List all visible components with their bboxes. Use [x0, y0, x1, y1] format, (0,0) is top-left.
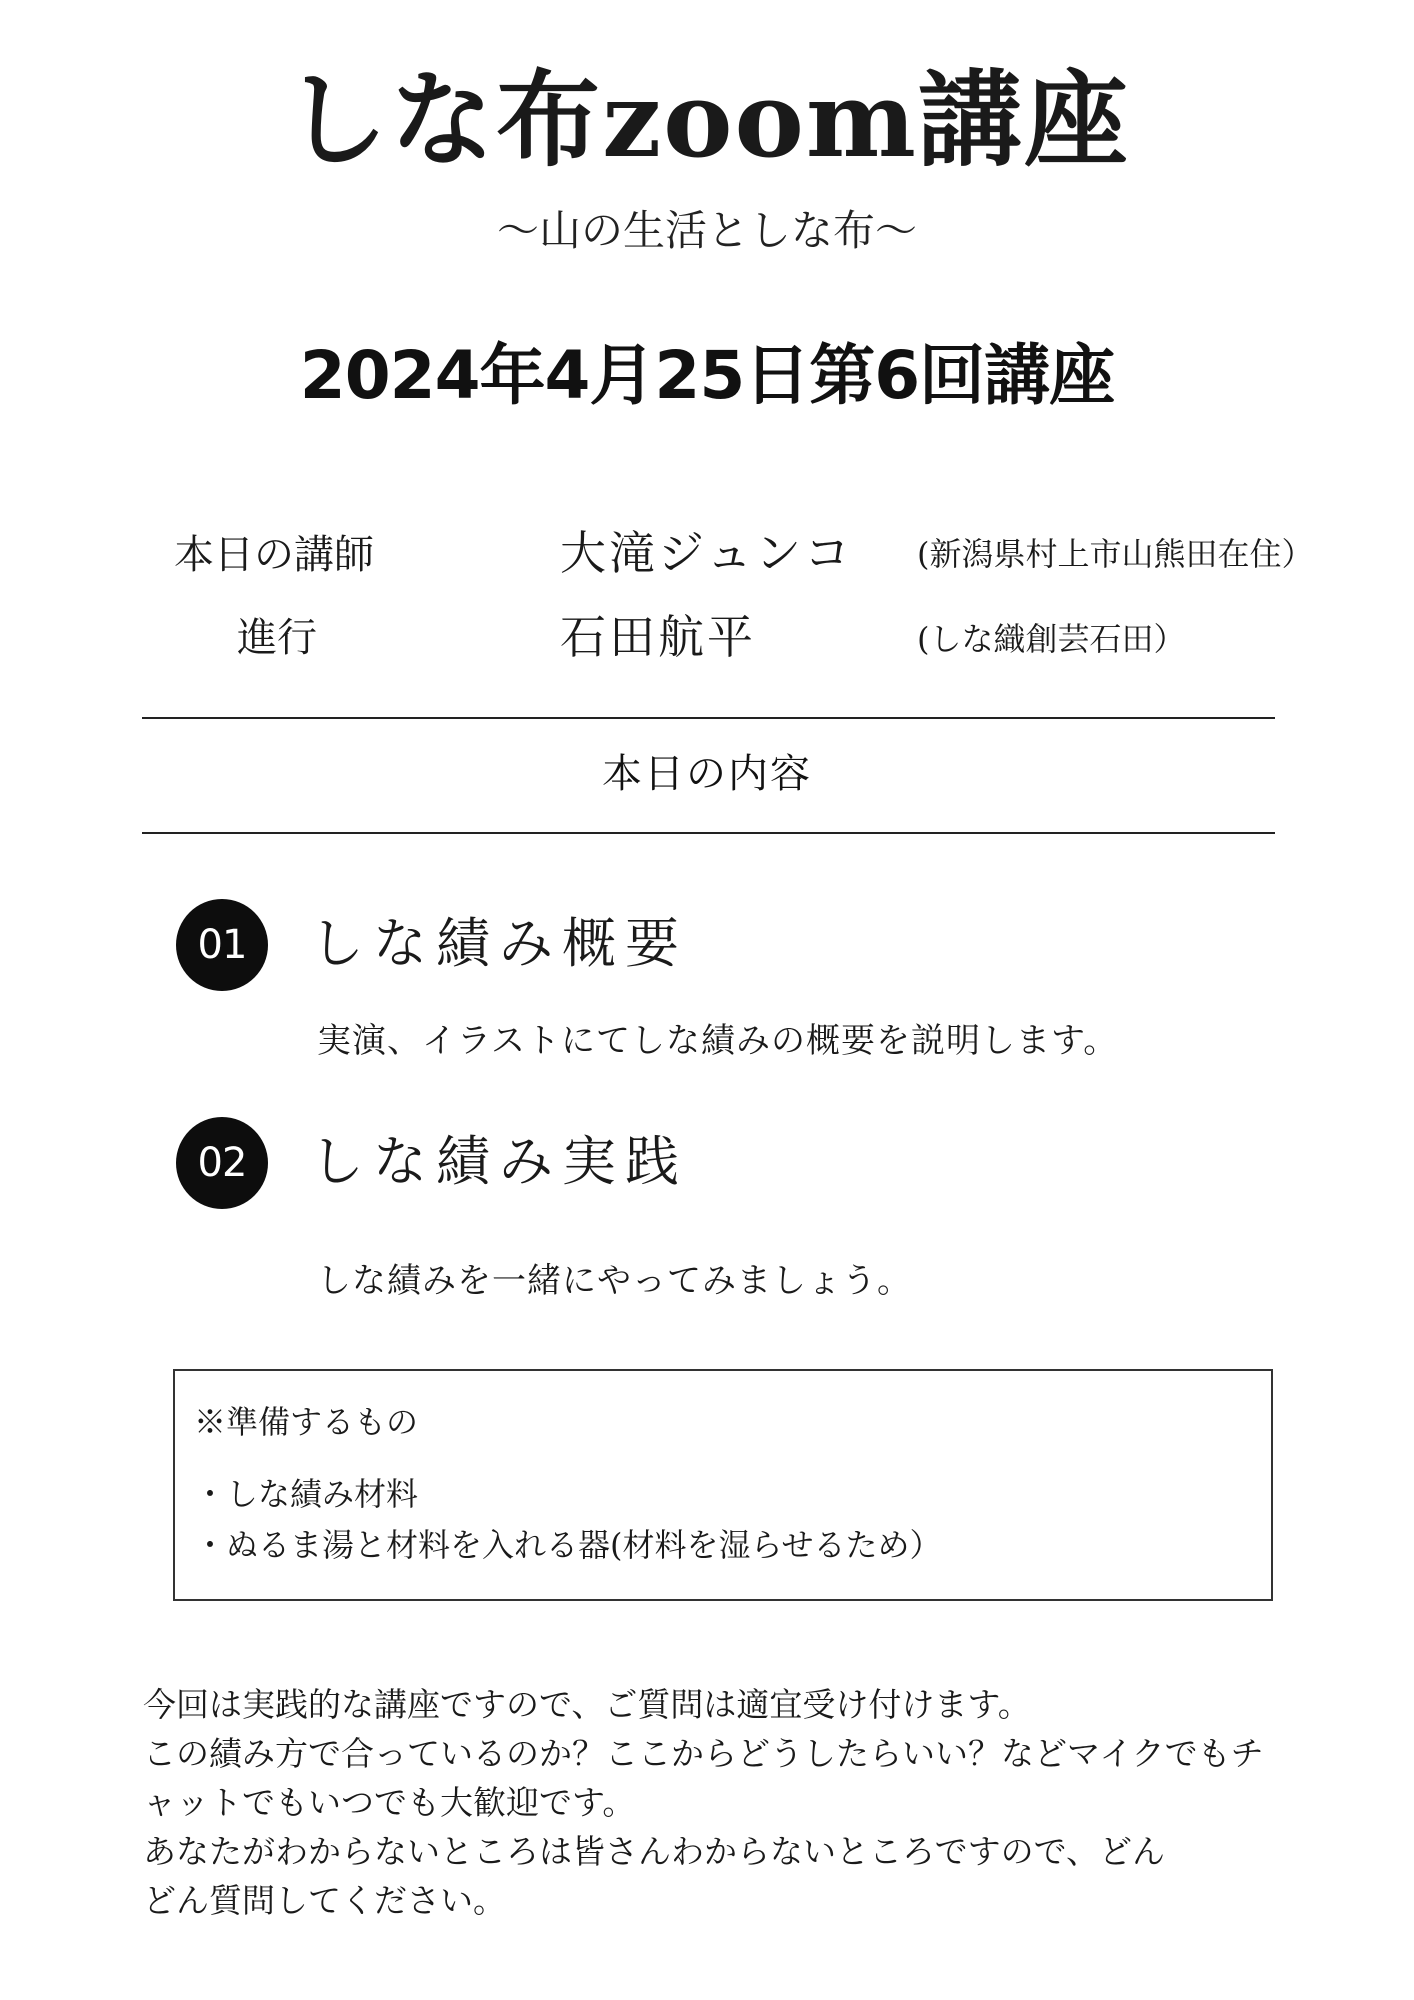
preparation-heading: ※準備するもの — [194, 1403, 419, 1441]
item-title: しな績み実践 — [310, 1130, 688, 1193]
event-date-heading: 2024年4月25日第6回講座 — [299, 337, 1115, 414]
page-subtitle: 〜山の生活としな布〜 — [496, 206, 917, 255]
note-line: 今回は実践的な講座ですので、ご質問は適宜受け付けます。 — [143, 1685, 1031, 1724]
divider-bottom — [142, 832, 1275, 834]
item-description: 実演、イラストにてしな績みの概要を説明します。 — [317, 1021, 1119, 1061]
page-title: しな布zoom講座 — [284, 58, 1130, 181]
content-heading: 本日の内容 — [602, 751, 812, 797]
note-line: あなたがわからないところは皆さんわからないところですので、どん — [143, 1832, 1166, 1871]
note-line: ャットでもいつでも大歓迎です。 — [143, 1783, 636, 1822]
divider-top — [142, 717, 1275, 719]
instructor-note: (新潟県村上市山熊田在住） — [917, 535, 1314, 573]
note-line: この績み方で合っているのか？ここからどうしたらいい？などマイクでもチ — [143, 1734, 1264, 1773]
note-line: どん質問してください。 — [143, 1881, 506, 1920]
item-description: しな績みを一緒にやってみましょう。 — [317, 1261, 912, 1301]
preparation-item: ・ぬるま湯と材料を入れる器(材料を湿らせるため） — [194, 1526, 942, 1564]
preparation-box — [173, 1369, 1273, 1601]
instructor-label: 本日の講師 — [174, 532, 374, 578]
item-number-badge: 02 — [176, 1117, 268, 1209]
preparation-item: ・しな績み材料 — [194, 1475, 419, 1513]
host-name: 石田航平 — [560, 610, 756, 664]
host-label: 進行 — [237, 615, 317, 661]
item-number-badge: 01 — [176, 899, 268, 991]
notes-paragraph — [143, 1680, 1283, 1925]
host-note: (しな織創芸石田） — [917, 620, 1186, 658]
instructor-name: 大滝ジュンコ — [560, 526, 854, 580]
item-title: しな績み概要 — [310, 912, 688, 975]
